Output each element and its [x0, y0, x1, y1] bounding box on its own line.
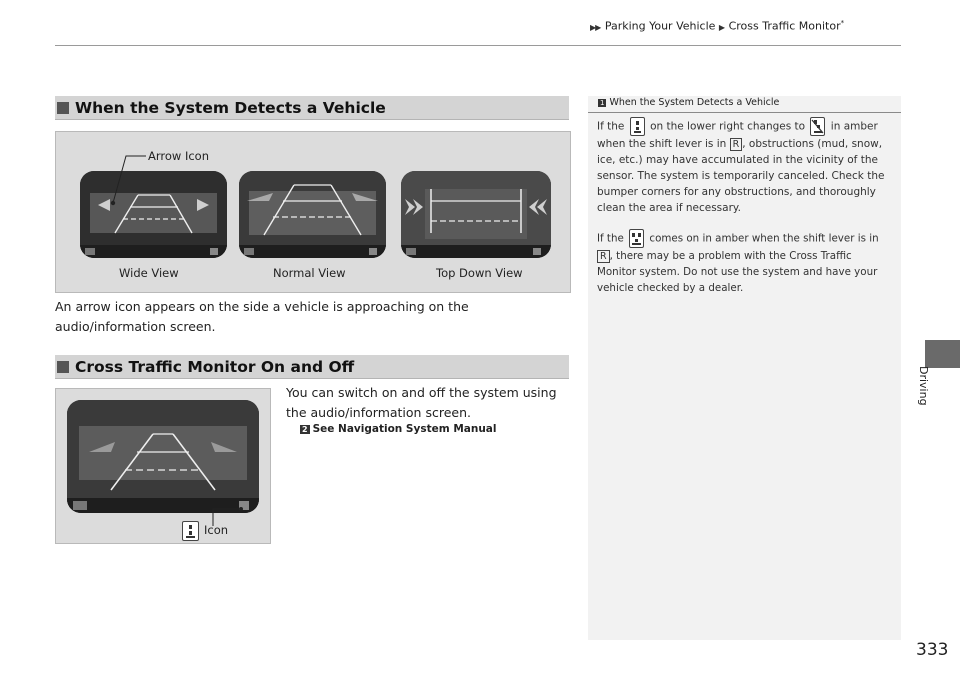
arrow-icon-label: Arrow Icon: [148, 149, 210, 163]
reverse-key-icon: R: [730, 138, 743, 151]
note-text: If the: [597, 232, 624, 245]
system-problem-icon: [629, 229, 644, 248]
section-title: Cross Traffic Monitor On and Off: [75, 357, 355, 376]
asterisk: *: [840, 19, 845, 27]
section-title: When the System Detects a Vehicle: [75, 98, 386, 117]
breadcrumb-cross-traffic[interactable]: Cross Traffic Monitor: [728, 19, 841, 33]
square-bullet-icon: [57, 361, 69, 373]
page-number: 333: [916, 640, 949, 660]
note-text: comes on in amber when the shift lever is in: [649, 232, 879, 245]
sensor-warning-icon: [810, 117, 825, 136]
note-text: in amber when the shift lever is in: [597, 120, 878, 150]
note-paragraph-2: [597, 229, 893, 296]
caption-normal-view: Normal View: [273, 266, 346, 280]
caption-wide-view: Wide View: [119, 266, 179, 280]
breadcrumb-arrow-icon: ▶▶: [590, 22, 601, 32]
icon-label: Icon: [204, 523, 229, 537]
reference-link[interactable]: See Navigation System Manual: [312, 423, 497, 435]
section-heading-on-off: [55, 355, 569, 379]
note-text: on the lower right changes to: [650, 120, 806, 133]
note-text: If the: [597, 120, 625, 133]
sensor-icon: [182, 521, 199, 541]
reverse-key-icon: R: [597, 250, 610, 263]
navigation-reference[interactable]: [300, 423, 496, 435]
sensor-icon: [630, 117, 645, 136]
caption-top-down-view: Top Down View: [436, 266, 523, 280]
reference-marker-icon: 2: [302, 425, 308, 434]
note-text: , obstructions (mud, snow, ice, etc.) may have accumulated in the vicinity of the sensor. The system is temporarily canceled. Check the bumper corners for any obstructions, and thoroughly clean the area if necessary.: [597, 138, 885, 214]
note-title: [598, 97, 779, 108]
breadcrumb: [590, 19, 844, 33]
header-rule: [55, 45, 901, 46]
note-marker-icon: 1: [600, 99, 605, 107]
breadcrumb-arrow-icon: ▶: [718, 22, 725, 32]
on-off-figure: [55, 388, 271, 544]
note-paragraph-1: [597, 117, 893, 216]
square-bullet-icon: [57, 102, 69, 114]
note-title-text: When the System Detects a Vehicle: [609, 97, 780, 108]
chapter-tab-label: Driving: [917, 366, 930, 406]
section-heading-detects: [55, 96, 569, 120]
chapter-tab[interactable]: [925, 340, 960, 368]
section2-body: You can switch on and off the system using the audio/information screen.: [286, 385, 557, 420]
views-figure: [55, 131, 571, 293]
icon-callout: [56, 389, 270, 543]
section1-body: An arrow icon appears on the side a vehicle is approaching on the audio/information screen.: [55, 299, 469, 334]
breadcrumb-parking[interactable]: Parking Your Vehicle: [604, 19, 716, 33]
note-text: , there may be a problem with the Cross Traffic Monitor system. Do not use the system and have your vehicle checked by a dealer.: [597, 250, 878, 294]
